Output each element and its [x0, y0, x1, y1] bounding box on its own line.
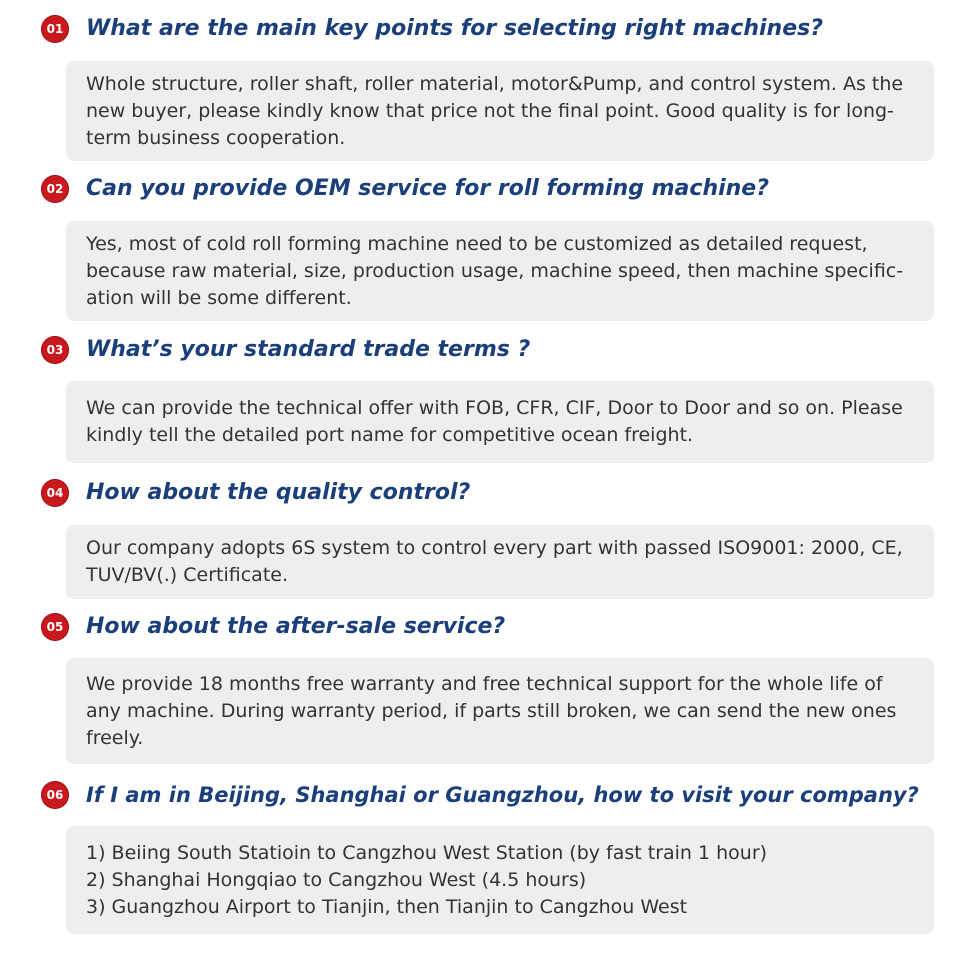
answer-box — [66, 61, 934, 161]
answer-text: We can provide the technical offer with FOB, CFR, CIF, Door to Door and so on. Please kindly tell the detailed port name for competitive ocean freight. — [86, 397, 903, 446]
number-badge: 03 — [41, 336, 69, 364]
question-row — [0, 777, 960, 813]
question-row — [0, 475, 960, 511]
question-row — [0, 11, 960, 47]
question-text: What’s your standard trade terms ? — [86, 337, 531, 362]
number-badge: 06 — [41, 781, 69, 809]
answer-line: 1) Beiing South Statioin to Cangzhou West Station (by fast train 1 hour) — [86, 841, 768, 864]
number-badge: 02 — [41, 175, 69, 203]
question-row — [0, 332, 960, 368]
question-text: If I am in Beijing, Shanghai or Guangzhou, how to visit your company? — [86, 783, 919, 807]
question-row — [0, 609, 960, 645]
question-text: How about the quality control? — [86, 480, 471, 505]
answer-text: Our company adopts 6S system to control every part with passed ISO9001: 2000, CE, TUV/BV(.) Certificate. — [86, 537, 903, 586]
question-text: Can you provide OEM service for roll forming machine? — [86, 176, 769, 201]
answer-box — [66, 826, 934, 934]
answer-text: Whole structure, roller shaft, roller material, motor&Pump, and control system. As the new buyer, please kindly know that price not the final point. Good quality is for long-term business cooperation. — [86, 72, 904, 149]
number-badge: 05 — [41, 613, 69, 641]
answer-box — [66, 381, 934, 463]
answer-box — [66, 658, 934, 764]
number-badge: 01 — [41, 15, 69, 43]
answer-line: 3) Guangzhou Airport to Tianjin, then Tianjin to Cangzhou West — [86, 895, 688, 918]
answer-text: We provide 18 months free warranty and free technical support for the whole life of any machine. During warranty period, if parts still broken, we can send the new ones freely. — [86, 672, 897, 749]
question-row — [0, 171, 960, 207]
number-badge: 04 — [41, 479, 69, 507]
answer-text: Yes, most of cold roll forming machine need to be customized as detailed request, because raw material, size, production usage, machine speed, then machine specific-ation will be some different. — [86, 232, 904, 309]
question-text: What are the main key points for selecting right machines? — [86, 16, 823, 41]
question-text: How about the after-sale service? — [86, 614, 506, 639]
answer-box — [66, 525, 934, 599]
answer-line: 2) Shanghai Hongqiao to Cangzhou West (4.5 hours) — [86, 868, 587, 891]
answer-box — [66, 221, 934, 321]
